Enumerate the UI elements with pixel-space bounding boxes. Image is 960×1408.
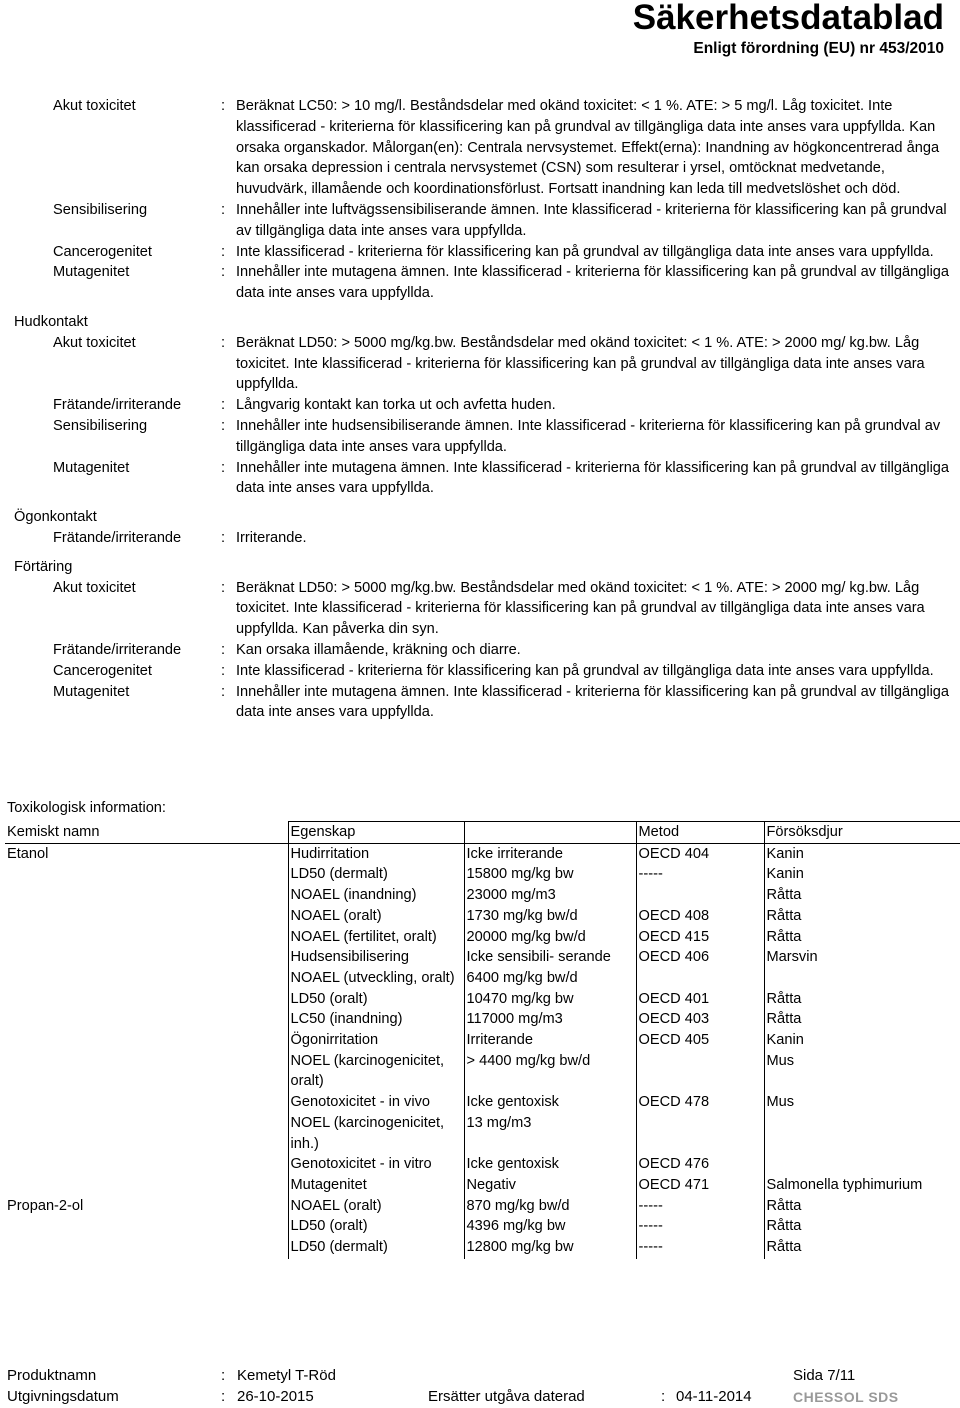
property-value: Innehåller inte mutagena ämnen. Inte klassificerad - kriterierna för klassificering kan på grundval av tillgängliga data inte anses vara uppfyllda.: [236, 264, 950, 302]
table-cell: 13 mg/m3: [464, 1113, 636, 1154]
table-cell: OECD 408: [636, 906, 764, 927]
table-row: [5, 989, 960, 1010]
table-cell: Råtta: [764, 927, 960, 948]
property-colon: :: [221, 334, 226, 351]
table-row: [5, 1113, 960, 1154]
property-row: [0, 528, 960, 549]
property-value: Inte klassificerad - kriterierna för klassificering kan på grundval av tillgängliga data inte anses vara uppfyllda.: [236, 662, 934, 679]
table-cell: [636, 1113, 764, 1154]
table-cell: OECD 478: [636, 1092, 764, 1113]
table-row: [5, 864, 960, 885]
table-cell: NOAEL (utveckling, oralt): [288, 968, 464, 989]
table-row: [5, 1009, 960, 1030]
table-cell: [5, 927, 288, 948]
document-title: Säkerhetsdatablad: [632, 0, 944, 37]
property-colon: :: [221, 201, 226, 218]
property-row: [0, 640, 960, 661]
property-colon: :: [221, 683, 226, 700]
table-cell: OECD 471: [636, 1175, 764, 1196]
regulation-subtitle: Enligt förordning (EU) nr 453/2010: [693, 40, 944, 57]
property-label: Akut toxicitet: [53, 98, 136, 114]
table-cell: 20000 mg/kg bw/d: [464, 927, 636, 948]
property-row: [0, 395, 960, 416]
column-header: Kemiskt namn: [5, 822, 288, 844]
toxicity-properties: [0, 96, 960, 723]
table-cell: Hudsensibilisering: [288, 947, 464, 968]
table-row: [5, 1051, 960, 1092]
tox-info-title: Toxikologisk information:: [7, 800, 166, 816]
replaces-label: Ersätter utgåva daterad: [428, 1388, 585, 1405]
table-cell: LD50 (dermalt): [288, 1237, 464, 1259]
table-cell: Salmonella typhimurium: [764, 1175, 960, 1196]
property-row: [0, 682, 960, 724]
property-row: [0, 262, 960, 304]
column-header: Egenskap: [288, 822, 464, 844]
table-cell: Etanol: [7, 845, 49, 862]
table-cell: 12800 mg/kg bw: [464, 1237, 636, 1259]
brand-logo: CHESSOL SDS: [793, 1389, 899, 1405]
property-value: Kan orsaka illamående, kräkning och diarre.: [236, 641, 521, 658]
section-heading: Ögonkontakt: [14, 509, 97, 526]
property-colon: :: [221, 264, 226, 281]
property-row: [0, 578, 960, 640]
issue-date-value: 26-10-2015: [237, 1388, 314, 1405]
table-cell: OECD 401: [636, 989, 764, 1010]
table-cell: [636, 968, 764, 989]
table-cell: [636, 885, 764, 906]
table-cell: OECD 476: [636, 1154, 764, 1175]
property-colon: :: [221, 662, 226, 679]
table-cell: 4396 mg/kg bw: [464, 1216, 636, 1237]
table-cell: [5, 1154, 288, 1175]
property-colon: :: [221, 579, 226, 596]
table-row: [5, 1092, 960, 1113]
table-cell: Icke gentoxisk: [464, 1154, 636, 1175]
table-row: [5, 947, 960, 968]
property-value: Innehåller inte mutagena ämnen. Inte klassificerad - kriterierna för klassificering kan på grundval av tillgängliga data inte anses vara uppfyllda.: [236, 459, 950, 497]
table-cell: 117000 mg/m3: [464, 1009, 636, 1030]
property-label: Sensibilisering: [53, 201, 148, 218]
table-cell: Råtta: [764, 1237, 960, 1259]
property-colon: :: [221, 529, 226, 546]
table-cell: Icke gentoxisk: [464, 1092, 636, 1113]
property-value: Beräknat LD50: > 5000 mg/kg.bw. Beståndsdelar med okänd toxicitet: < 1 %. ATE: > 2000 mg/ kg.bw. Låg toxicitet. Inte klassificerad - kriterierna för klassificering kan på grundval av tillgängliga data inte anses vara uppfyllda. Kan påverka din syn.: [236, 579, 925, 638]
table-row: [5, 1175, 960, 1196]
property-label: Akut toxicitet: [53, 579, 136, 596]
property-row: [0, 458, 960, 500]
table-row: [5, 843, 960, 864]
property-value: Irriterande.: [236, 529, 307, 546]
table-cell: [5, 1237, 288, 1259]
footer-colon: :: [221, 1367, 226, 1384]
section-heading: Förtäring: [14, 558, 73, 575]
table-cell: [5, 947, 288, 968]
table-cell: LD50 (oralt): [288, 1216, 464, 1237]
tox-table: [5, 821, 960, 1259]
table-row: [5, 1030, 960, 1051]
table-cell: [5, 1092, 288, 1113]
table-cell: Mus: [764, 1051, 960, 1092]
table-row: [5, 1196, 960, 1217]
property-value: Beräknat LD50: > 5000 mg/kg.bw. Beståndsdelar med okänd toxicitet: < 1 %. ATE: > 2000 mg/ kg.bw. Låg toxicitet. Inte klassificerad - kriterierna för klassificering kan på grundval av tillgängliga data inte anses vara uppfyllda.: [236, 334, 925, 393]
product-name-value: Kemetyl T-Röd: [237, 1367, 336, 1384]
property-label: Frätande/irriterande: [53, 529, 182, 546]
table-cell: Råtta: [764, 1216, 960, 1237]
table-cell: -----: [636, 1237, 764, 1259]
table-cell: OECD 403: [636, 1009, 764, 1030]
table-cell: Råtta: [764, 906, 960, 927]
table-cell: [5, 1216, 288, 1237]
property-row: [0, 200, 960, 242]
property-label: Mutagenitet: [53, 264, 130, 281]
tox-table-header: [5, 822, 960, 844]
column-header: Försöksdjur: [764, 822, 960, 844]
table-cell: Kanin: [764, 864, 960, 885]
table-cell: OECD 404: [636, 843, 764, 864]
page-number: Sida 7/11: [793, 1367, 856, 1384]
table-cell: [5, 1009, 288, 1030]
table-cell: [764, 968, 960, 989]
property-row: [0, 661, 960, 682]
table-cell: Propan-2-ol: [7, 1197, 84, 1214]
section-heading: Hudkontakt: [14, 313, 88, 330]
table-cell: [5, 864, 288, 885]
table-cell: Kanin: [764, 1030, 960, 1051]
property-colon: :: [221, 243, 226, 260]
replaces-date-value: 04-11-2014: [676, 1388, 752, 1405]
table-cell: -----: [636, 1196, 764, 1217]
table-cell: [764, 1113, 960, 1154]
property-value: Innehåller inte luftvägssensibiliserande ämnen. Inte klassificerad - kriterierna för klassificering kan på grundval av tillgängliga data inte anses vara uppfyllda.: [236, 201, 947, 239]
property-colon: :: [221, 98, 226, 114]
table-cell: Genotoxicitet - in vivo: [288, 1092, 464, 1113]
table-cell: [5, 968, 288, 989]
table-cell: Negativ: [464, 1175, 636, 1196]
table-cell: 6400 mg/kg bw/d: [464, 968, 636, 989]
property-colon: :: [221, 397, 226, 414]
table-cell: NOEL (karcinogenicitet, oralt): [288, 1051, 464, 1092]
table-cell: LD50 (dermalt): [288, 864, 464, 885]
table-row: [5, 968, 960, 989]
column-header: Metod: [636, 822, 764, 844]
property-label: Akut toxicitet: [53, 334, 136, 351]
table-cell: [764, 1154, 960, 1175]
column-header: [464, 822, 636, 844]
table-cell: Icke irriterande: [464, 843, 636, 864]
table-cell: NOEL (karcinogenicitet, inh.): [288, 1113, 464, 1154]
property-label: Cancerogenitet: [53, 662, 152, 679]
property-value: Beräknat LC50: > 10 mg/l. Beståndsdelar med okänd toxicitet: < 1 %. ATE: > 5 mg/l. Låg toxicitet. Inte klassificerad - kriterierna för klassificering kan på grundval av tillgängliga data inte anses vara uppfyllda. Kan orsaka organskador. Målorgan(en): Centrala nervsystemet. Effekt(erna): Inandning av högkoncentrerad ånga kan orsaka depression i centrala nervsystemet (CSN) som resulterar i yrsel, omtöcknat medvetande, huvudvärk, illamående och koordinationsförlust. Fortsatt inandning kan leda till medvetslöshet och död.: [236, 98, 940, 198]
property-colon: :: [221, 459, 226, 476]
table-cell: OECD 405: [636, 1030, 764, 1051]
property-label: Mutagenitet: [53, 683, 130, 700]
property-label: Frätande/irriterande: [53, 397, 182, 414]
table-cell: Kanin: [764, 843, 960, 864]
table-cell: [5, 906, 288, 927]
table-cell: [5, 1030, 288, 1051]
product-name-label: Produktnamn: [7, 1367, 97, 1384]
table-cell: [5, 989, 288, 1010]
property-colon: :: [221, 641, 226, 658]
property-label: Sensibilisering: [53, 417, 148, 434]
footer-colon: :: [221, 1388, 226, 1405]
property-value: Inte klassificerad - kriterierna för klassificering kan på grundval av tillgängliga data inte anses vara uppfyllda.: [236, 243, 934, 260]
table-cell: Irriterande: [464, 1030, 636, 1051]
property-label: Frätande/irriterande: [53, 641, 182, 658]
property-label: Mutagenitet: [53, 459, 130, 476]
table-cell: 1730 mg/kg bw/d: [464, 906, 636, 927]
footer-colon: :: [661, 1388, 666, 1405]
property-row: [0, 333, 960, 395]
table-cell: LC50 (inandning): [288, 1009, 464, 1030]
table-cell: Ögonirritation: [288, 1030, 464, 1051]
table-cell: NOAEL (oralt): [288, 1196, 464, 1217]
table-cell: -----: [636, 864, 764, 885]
table-cell: Råtta: [764, 1009, 960, 1030]
table-cell: Marsvin: [764, 947, 960, 968]
property-colon: :: [221, 417, 226, 434]
table-cell: NOAEL (oralt): [288, 906, 464, 927]
property-value: Innehåller inte mutagena ämnen. Inte klassificerad - kriterierna för klassificering kan på grundval av tillgängliga data inte anses vara uppfyllda.: [236, 683, 950, 721]
property-row: [0, 242, 960, 263]
table-cell: Mutagenitet: [288, 1175, 464, 1196]
table-cell: > 4400 mg/kg bw/d: [464, 1051, 636, 1092]
table-row: [5, 1216, 960, 1237]
table-row: [5, 885, 960, 906]
table-cell: [5, 1051, 288, 1092]
table-cell: -----: [636, 1216, 764, 1237]
table-row: [5, 1237, 960, 1259]
table-row: [5, 1154, 960, 1175]
table-cell: 870 mg/kg bw/d: [464, 1196, 636, 1217]
table-cell: Råtta: [764, 989, 960, 1010]
table-cell: [5, 885, 288, 906]
table-cell: [5, 1113, 288, 1154]
table-cell: 15800 mg/kg bw: [464, 864, 636, 885]
table-cell: Icke sensibili- serande: [464, 947, 636, 968]
table-cell: OECD 415: [636, 927, 764, 948]
table-cell: NOAEL (fertilitet, oralt): [288, 927, 464, 948]
table-cell: Hudirritation: [288, 843, 464, 864]
table-cell: Genotoxicitet - in vitro: [288, 1154, 464, 1175]
property-label: Cancerogenitet: [53, 243, 152, 260]
table-cell: [5, 1175, 288, 1196]
table-cell: 23000 mg/m3: [464, 885, 636, 906]
property-row: [0, 416, 960, 458]
property-value: Långvarig kontakt kan torka ut och avfetta huden.: [236, 397, 556, 414]
table-cell: Råtta: [764, 885, 960, 906]
table-cell: 10470 mg/kg bw: [464, 989, 636, 1010]
property-row: [0, 96, 960, 200]
issue-date-label: Utgivningsdatum: [7, 1388, 119, 1405]
property-value: Innehåller inte hudsensibiliserande ämnen. Inte klassificerad - kriterierna för klassificering kan på grundval av tillgängliga data inte anses vara uppfyllda.: [236, 417, 941, 455]
table-cell: Mus: [764, 1092, 960, 1113]
table-cell: [636, 1051, 764, 1092]
table-cell: Råtta: [764, 1196, 960, 1217]
table-row: [5, 906, 960, 927]
table-cell: NOAEL (inandning): [288, 885, 464, 906]
table-cell: OECD 406: [636, 947, 764, 968]
table-row: [5, 927, 960, 948]
table-cell: LD50 (oralt): [288, 989, 464, 1010]
